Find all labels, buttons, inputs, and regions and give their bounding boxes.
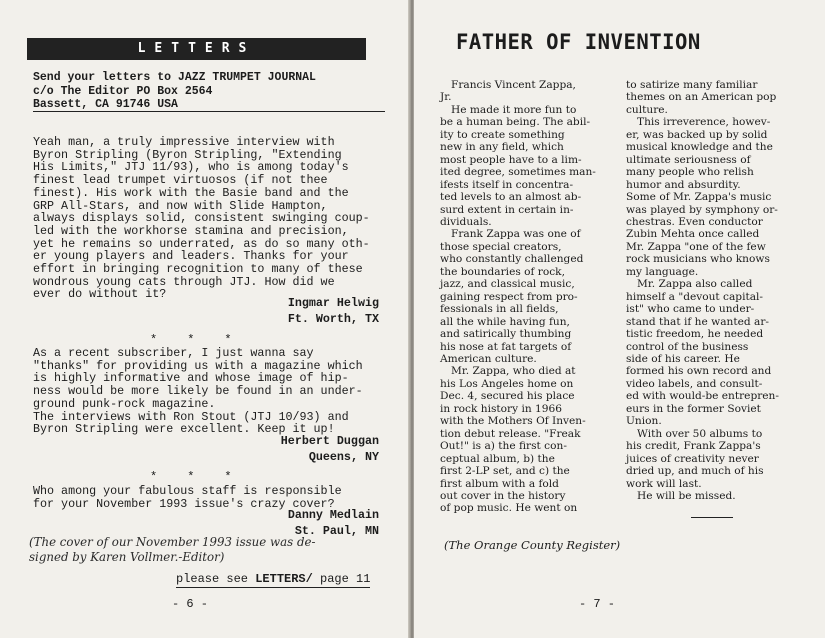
text-line: ted levels to an almost ab-	[440, 191, 582, 204]
page-number-left: - 6 -	[172, 597, 209, 611]
text-line: always displays solid, consistent swinging coup-	[33, 211, 370, 226]
signature-helwig	[288, 296, 379, 327]
text-line: Out!" is a) the first con-	[440, 440, 567, 453]
text-line: dividuals.	[440, 215, 492, 228]
letter-duggan	[33, 347, 363, 436]
signature-duggan	[281, 434, 379, 465]
letter-medlain	[33, 485, 342, 510]
text-line: himself a "devout capital-	[626, 290, 764, 303]
text-line: Union.	[626, 415, 662, 428]
text-line: ited degree, sometimes man-	[440, 166, 596, 179]
text-line: finest lead trumpet virtuosos (if not thee	[33, 173, 328, 188]
text-line: Jr.	[440, 91, 452, 104]
text-line: be a human being. The abil-	[440, 116, 591, 129]
text-line: work will last.	[626, 477, 702, 490]
editor-note	[29, 535, 315, 565]
text-line: his Los Angeles home on	[440, 377, 574, 390]
text-line: wondrous young cats through JTJ. How did we	[33, 274, 335, 289]
text-line: Dec. 4, secured his place	[440, 390, 575, 403]
text-line: all the while having fun,	[440, 315, 570, 328]
text-line: formed his own record and	[626, 365, 772, 378]
text-line: ceptual album, b) the	[440, 452, 555, 465]
text-line: His Limits," JTJ 11/93), who is among today's	[33, 160, 349, 175]
text-line: video labels, and consult-	[626, 377, 763, 390]
address-line: Send your letters to JAZZ TRUMPET JOURNAL	[33, 71, 316, 84]
text-line: led with the workhorse stamina and precision,	[33, 223, 349, 238]
text-line: out cover in the history	[440, 489, 566, 502]
text-line: many people who relish	[626, 166, 754, 179]
text-line: was played by symphony or-	[626, 203, 778, 216]
text-line: culture.	[626, 103, 668, 116]
text-line: gaining respect from pro-	[440, 290, 578, 303]
text-line: "thanks" for providing us with a magazine which	[33, 358, 363, 373]
text-line: Mr. Zappa also called	[637, 278, 753, 291]
article-credit: (The Orange County Register)	[444, 538, 621, 552]
text-line: to satirize many familiar	[626, 79, 758, 91]
text-line: ever do without it?	[33, 287, 167, 302]
text-line: of pop music. He went on	[440, 502, 578, 515]
text-line: As a recent subscriber, I just wanna say	[33, 346, 314, 360]
letter-helwig	[33, 136, 370, 301]
text-line: ity to create something	[440, 128, 565, 141]
text-line: ground punk-rock magazine.	[33, 396, 216, 411]
text-line: ed with would-be entrepren-	[626, 390, 779, 403]
text-line: fessionals in all fields,	[440, 303, 559, 316]
text-line: effort in bringing recognition to many of these	[33, 262, 363, 277]
text-line: rock musicians who knows	[626, 253, 770, 266]
signature-place: Queens, NY	[308, 449, 379, 464]
text-line: those special creators,	[440, 240, 562, 253]
editor-note-line: (The cover of our November 1993 issue was de-	[29, 535, 316, 549]
text-line: jazz, and classical music,	[440, 278, 575, 291]
article-column-1	[440, 79, 596, 515]
text-line: Mr. Zappa "one of the few	[626, 240, 766, 253]
text-line: The interviews with Ron Stout (JTJ 10/93) and	[33, 409, 349, 424]
text-line: Byron Stripling were excellent. Keep it up!	[33, 422, 335, 437]
address-line: Bassett, CA 91746 USA	[33, 98, 178, 111]
text-line: Francis Vincent Zappa,	[451, 79, 576, 91]
text-line: first 2-LP set, and c) the	[440, 465, 570, 478]
editor-note-line: signed by Karen Vollmer.-Editor)	[29, 550, 225, 564]
address-divider	[33, 111, 385, 112]
signature-name: Herbert Duggan	[280, 434, 379, 448]
text-line: side of his career. He	[626, 352, 740, 365]
text-line: He made it more fun to	[451, 103, 577, 116]
text-line: With over 50 albums to	[637, 427, 763, 440]
text-line: Zubin Mehta once called	[626, 228, 760, 241]
text-line: his credit, Frank Zappa's	[626, 440, 761, 453]
text-line: er young players and leaders. Thanks for your	[33, 249, 349, 264]
text-line: first album with a fold	[440, 477, 559, 490]
page-number-right: - 7 -	[579, 597, 616, 611]
text-line: GRP All-Stars, and now with Slide Hampton,	[33, 198, 328, 213]
text-line: He will be missed.	[637, 489, 736, 502]
text-line: Byron Stripling (Byron Stripling, "Extending	[33, 147, 342, 162]
signature-place: St. Paul, MN	[294, 523, 379, 538]
text-line: finest). His work with the Basie band and the	[33, 185, 349, 200]
text-line: This irreverence, howev-	[637, 116, 771, 129]
text-line: eurs in the former Soviet	[626, 402, 761, 415]
text-line: stand that if he wanted ar-	[626, 315, 769, 328]
article-end-rule	[691, 517, 733, 518]
text-line: with the Mothers Of Inven-	[440, 415, 586, 428]
text-line: my language.	[626, 265, 699, 278]
continued-target: LETTERS/	[255, 572, 313, 586]
text-line: Yeah man, a truly impressive interview with	[33, 135, 335, 149]
continued-link[interactable]	[176, 572, 370, 586]
text-line: in rock history in 1966	[440, 402, 562, 415]
text-line: Frank Zappa was one of	[451, 228, 581, 241]
address-line: c/o The Editor PO Box 2564	[33, 84, 213, 98]
letters-banner: LETTERS	[27, 38, 366, 60]
text-line: new in any field, which	[440, 141, 564, 154]
text-line: musical knowledge and the	[626, 141, 773, 154]
text-line: ultimate seriousness of	[626, 153, 751, 166]
left-page	[0, 0, 412, 638]
signature-name: Danny Medlain	[287, 508, 379, 522]
text-line: his nose at fat targets of	[440, 340, 572, 353]
article-column-2	[626, 79, 779, 502]
continued-suffix: page 11	[312, 572, 371, 586]
text-line: American culture.	[440, 352, 537, 365]
text-line: the boundaries of rock,	[440, 265, 565, 278]
letter-separator: ***	[150, 333, 262, 347]
signature-name: Ingmar Helwig	[287, 296, 379, 310]
text-line: ness would be more likely be found in an under-	[33, 384, 363, 399]
text-line: chestras. Even conductor	[626, 215, 763, 228]
right-page	[414, 0, 825, 638]
text-line: control of the business	[626, 340, 749, 353]
text-line: surd extent in certain in-	[440, 203, 574, 216]
text-line: dried up, and much of his	[626, 465, 764, 478]
text-line: ifests itself in concentra-	[440, 178, 574, 191]
text-line: Who among your fabulous staff is responsible	[33, 484, 342, 498]
continued-prefix: please see	[176, 572, 256, 586]
text-line: humor and absurdity.	[626, 178, 741, 191]
text-line: er, was backed up by solid	[626, 128, 768, 141]
text-line: themes on an American pop	[626, 91, 777, 104]
text-line: and satirically thumbing	[440, 328, 572, 341]
text-line: Some of Mr. Zappa's music	[626, 191, 772, 204]
text-line: is highly informative and whose image of hip-	[33, 371, 349, 386]
text-line: most people have to a lim-	[440, 153, 582, 166]
signature-place: Ft. Worth, TX	[287, 311, 379, 326]
text-line: for your November 1993 issue's crazy cover?	[33, 496, 335, 511]
article-title: FATHER OF INVENTION	[456, 30, 701, 54]
text-line: tion debut release. "Freak	[440, 427, 581, 440]
text-line: who constantly challenged	[440, 253, 584, 266]
text-line: yet he remains so underrated, as do so many oth-	[33, 236, 370, 251]
text-line: juices of creativity never	[626, 452, 759, 465]
text-line: tistic freedom, he needed	[626, 328, 764, 341]
letter-separator: ***	[150, 470, 262, 484]
text-line: ist" who came to under-	[626, 303, 755, 316]
mailing-address	[33, 71, 385, 112]
text-line: Mr. Zappa, who died at	[451, 365, 576, 378]
